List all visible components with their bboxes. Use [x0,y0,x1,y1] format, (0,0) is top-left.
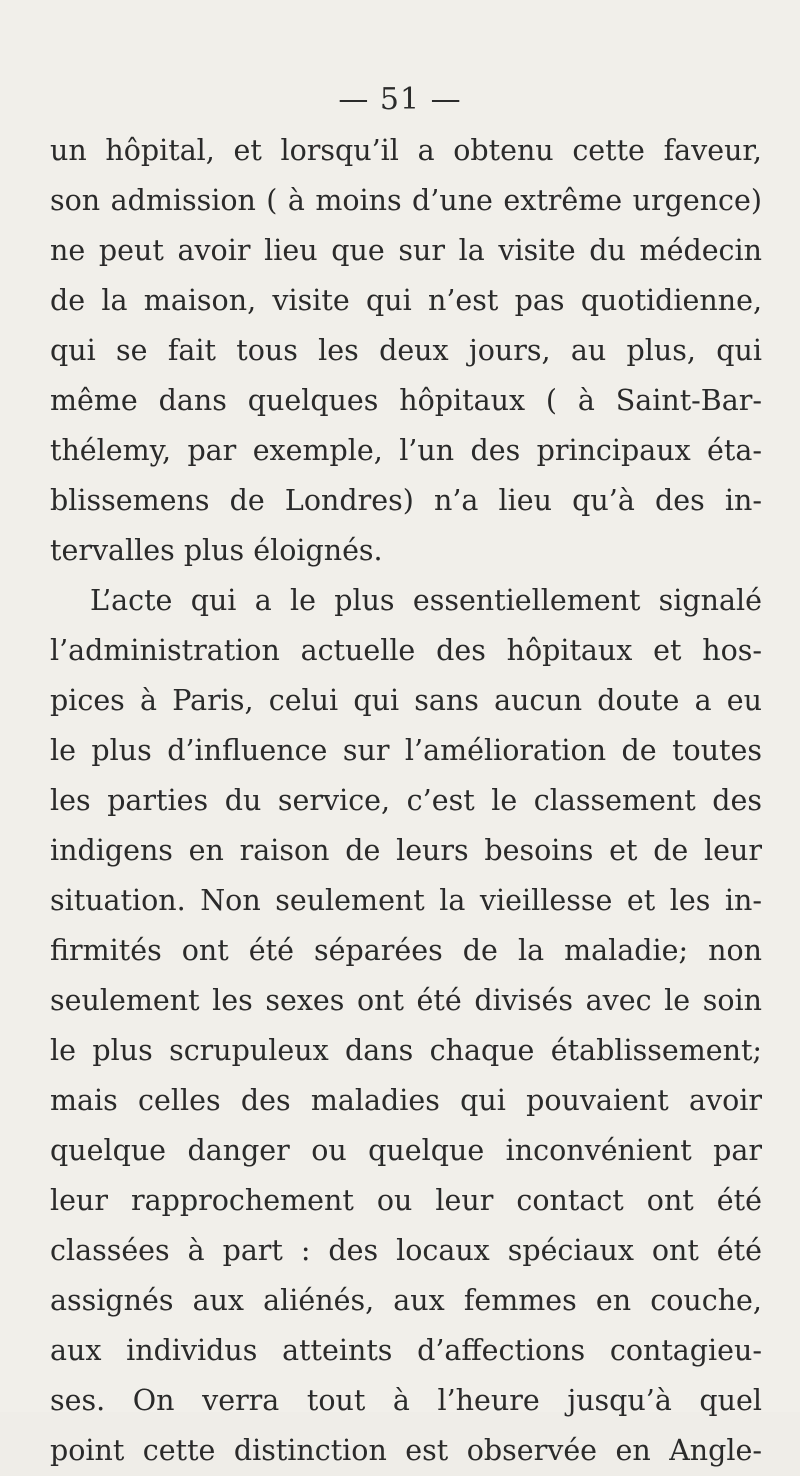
text-line: quelque danger ou quelque inconvénient par [50,1134,762,1167]
text-line: firmités ont été séparées de la maladie; non [50,934,762,967]
text-line: seulement les sexes ont été divisés avec le soin [50,984,762,1017]
text-line: pices à Paris, celui qui sans aucun doute a eu [50,684,762,717]
text-line: point cette distinction est observée en Angle- [50,1434,762,1467]
text-line: assignés aux aliénés, aux femmes en couche, [50,1284,762,1317]
text-line: mais celles des maladies qui pouvaient avoir [50,1084,762,1117]
text-line: classées à part : des locaux spéciaux ont été [50,1234,762,1267]
text-line: le plus d’influence sur l’amélioration de toutes [50,734,762,767]
text-line: situation. Non seulement la vieillesse et les in- [50,884,762,917]
text-line: aux individus atteints d’affections contagieu- [50,1334,762,1367]
page-number: — 51 — [338,82,462,117]
text-line: leur rapprochement ou leur contact ont été [50,1184,762,1217]
text-line: thélemy, par exemple, l’un des principaux éta- [50,434,762,467]
text-line: indigens en raison de leurs besoins et de leur [50,834,762,867]
text-line: un hôpital, et lorsqu’il a obtenu cette faveur, [50,134,762,167]
text-line: tervalles plus éloignés. [50,534,383,567]
text-line: L’acte qui a le plus essentiellement signalé [90,584,762,617]
body-text [50,126,762,1476]
text-line: qui se fait tous les deux jours, au plus, qui [50,334,762,367]
text-line: de la maison, visite qui n’est pas quotidienne, [50,284,762,317]
text-line: ne peut avoir lieu que sur la visite du médecin [50,234,762,267]
text-line: blissemens de Londres) n’a lieu qu’à des in- [50,484,762,517]
text-line: même dans quelques hôpitaux ( à Saint-Bar- [50,384,762,417]
text-line: ses. On verra tout à l’heure jusqu’à quel [50,1384,762,1417]
text-line: les parties du service, c’est le classement des [50,784,762,817]
text-line: l’administration actuelle des hôpitaux et hos- [50,634,762,667]
text-line: le plus scrupuleux dans chaque établissement; [50,1034,762,1067]
text-line: son admission ( à moins d’une extrême urgence) [50,184,762,217]
